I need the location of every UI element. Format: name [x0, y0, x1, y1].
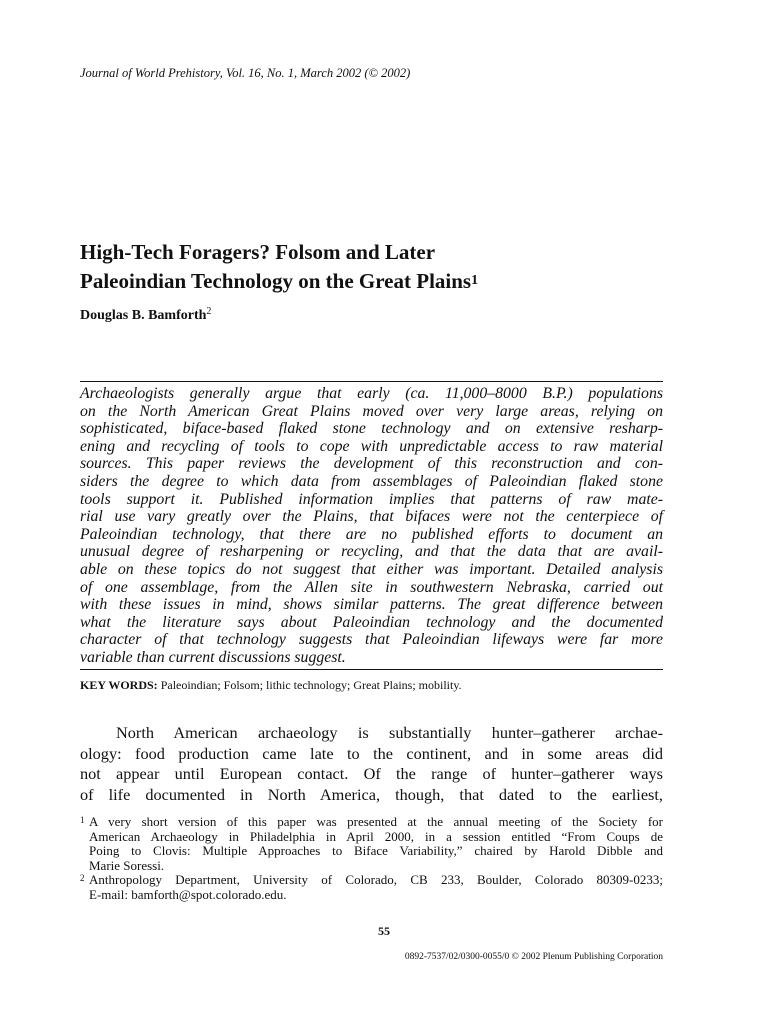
author-name-text: Douglas B. Bamforth: [80, 308, 207, 323]
body-line: of life documented in North America, though, that dated to the earliest,: [80, 785, 663, 805]
abstract-line: rial use vary greatly over the Plains, that bifaces were not the centerpiece of: [80, 508, 663, 526]
page-number: 55: [378, 924, 390, 938]
abstract-line: sophisticated, biface-based flaked stone technology and on extensive resharp-: [80, 420, 663, 438]
abstract-line: able on these topics do not suggest that either was important. Detailed analysis: [80, 560, 663, 578]
footnote-1: [80, 815, 663, 873]
keywords-text: Paleoindian; Folsom; lithic technology; Great Plains; mobility.: [160, 678, 462, 692]
footnote-mark: 1: [80, 815, 85, 825]
footnote-line: E-mail: bamforth@spot.colorado.edu.: [89, 886, 287, 902]
article-title-line-2: [80, 267, 680, 296]
abstract-line: Archaeologists generally argue that early (ca. 11,000–8000 B.P.) populations: [80, 385, 663, 402]
abstract: [80, 385, 663, 667]
abstract-line: unusual degree of resharpening or recycling, and that the data that are avail-: [80, 543, 663, 561]
title-footnote-mark: 1: [471, 273, 479, 288]
author-name: [80, 308, 211, 324]
footnote-mark: 2: [80, 873, 85, 884]
abstract-line: variable than current discussions suggest.: [80, 648, 346, 666]
footnote-2: [80, 873, 663, 902]
article-title-line-1: High-Tech Foragers? Folsom and Later: [80, 240, 436, 264]
abstract-line: tools support it. Published information implies that patterns of raw mate-: [80, 490, 663, 508]
abstract-line: sources. This paper reviews the development of this reconstruction and con-: [80, 455, 663, 473]
body-line: North American archaeology is substantially hunter–gatherer archae-: [116, 723, 663, 742]
footnote-line: A very short version of this paper was presented at the annual meeting of the Society for: [89, 814, 663, 829]
journal-citation: Journal of World Prehistory, Vol. 16, No. 1, March 2002 (© 2002): [80, 66, 411, 80]
abstract-line: Paleoindian technology, that there are no published efforts to document an: [80, 525, 663, 543]
body-line: not appear until European contact. Of the range of hunter–gatherer ways: [80, 764, 663, 784]
abstract-line: what the literature says about Paleoindian technology and the documented: [80, 613, 663, 631]
body-text: [80, 723, 663, 806]
abstract-line: of one assemblage, from the Allen site in southwestern Nebraska, carried out: [80, 578, 663, 596]
abstract-line: character of that technology suggests that Paleoindian lifeways were far more: [80, 631, 663, 649]
footnote-line: Marie Soressi.: [89, 857, 165, 873]
author-footnote-mark: 2: [206, 306, 212, 317]
abstract-line: siders the degree to which data from assemblages of Paleoindian flaked stone: [80, 472, 663, 490]
footnotes: [80, 815, 663, 903]
article-title: [80, 238, 680, 296]
abstract-line: with these issues in mind, shows similar patterns. The great difference between: [80, 596, 663, 614]
footnote-line: Anthropology Department, University of Colorado, CB 233, Boulder, Colorado 80309-0233;: [89, 872, 663, 888]
body-line: ology: food production came late to the continent, and in some areas did: [80, 743, 663, 763]
copyright-line: 0892-7537/02/0300-0055/0 © 2002 Plenum Publishing Corporation: [404, 952, 663, 962]
abstract-line: ening and recycling of tools to cope with unpredictable access to raw material: [80, 437, 663, 455]
abstract-bottom-rule: [80, 669, 663, 670]
abstract-top-rule: [80, 381, 663, 382]
article-title-line-2-text: Paleoindian Technology on the Great Plains: [80, 269, 472, 293]
keywords-label: KEY WORDS:: [80, 678, 158, 692]
footnote-line: American Archaeology in Philadelphia in April 2000, in a session entitled “From Coups de: [89, 828, 663, 844]
footnote-line: Poing to Clovis: Multiple Approaches to Biface Variability,” chaired by Harold Dibble and: [89, 843, 663, 859]
keywords: [80, 678, 462, 693]
abstract-line: on the North American Great Plains moved over very large areas, relying on: [80, 402, 663, 420]
